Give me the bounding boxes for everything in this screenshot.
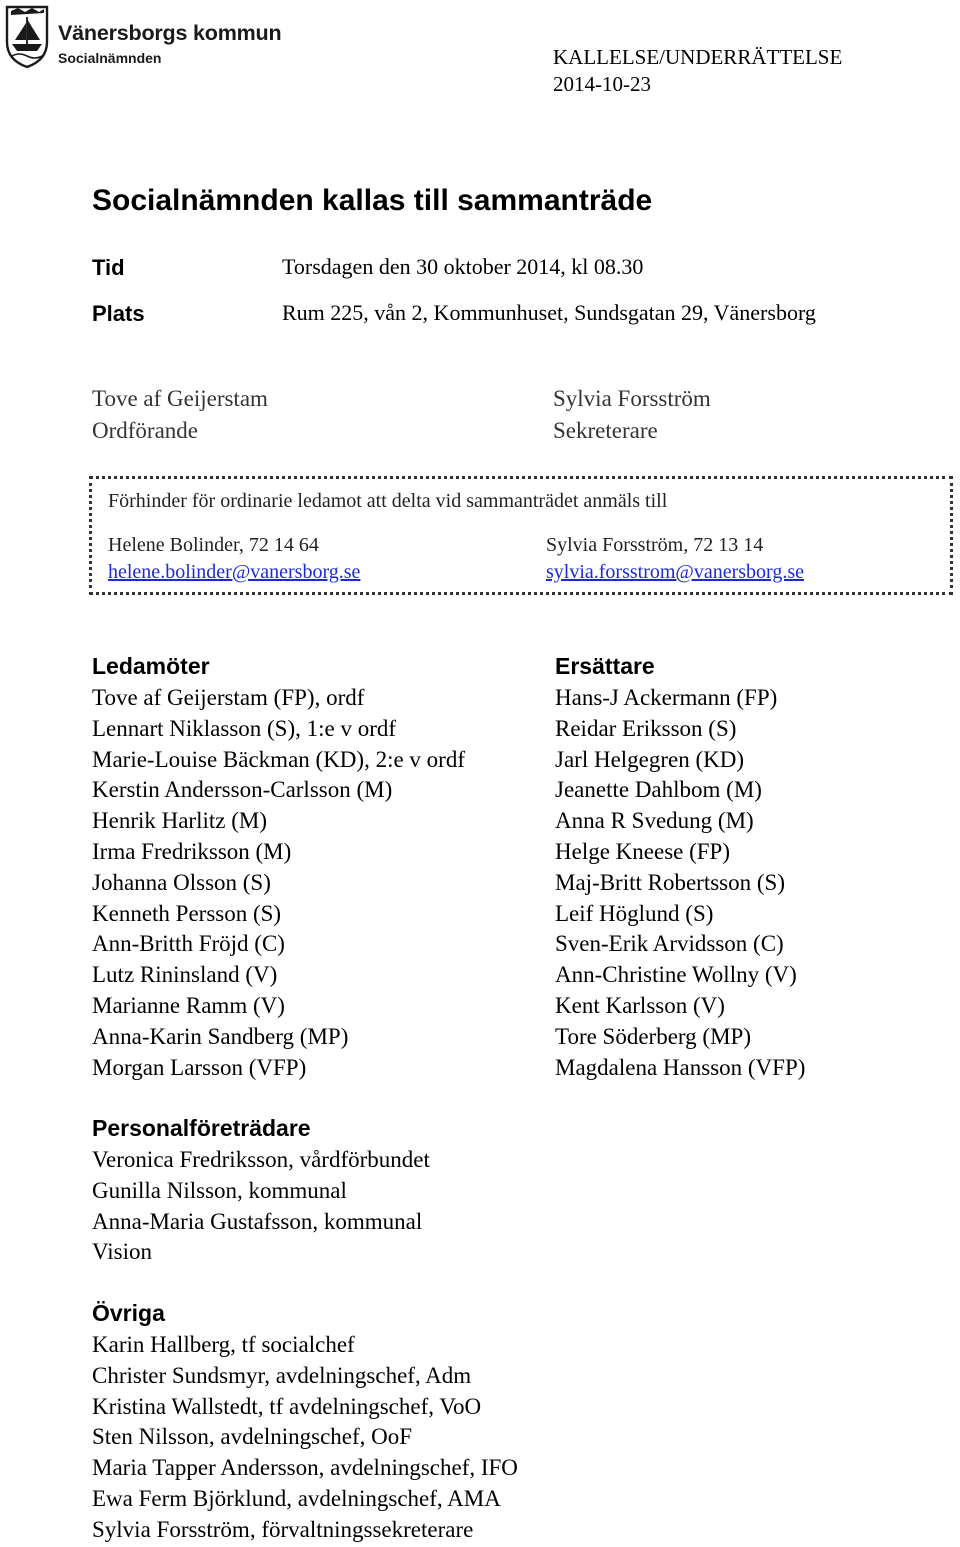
substitutes-list <box>555 683 805 1083</box>
logo-org-unit: Socialnämnden <box>58 50 162 66</box>
members-list <box>92 683 465 1083</box>
list-item: Henrik Harlitz (M) <box>92 808 267 834</box>
list-item: Christer Sundsmyr, avdelningschef, Adm <box>92 1362 472 1388</box>
time-value: Torsdagen den 30 oktober 2014, kl 08.30 <box>282 254 644 279</box>
list-item: Lutz Rininsland (V) <box>92 962 278 988</box>
contact-1-name-phone: Helene Bolinder, 72 14 64 <box>108 534 319 556</box>
list-item: Ann-Britth Fröjd (C) <box>92 931 285 957</box>
staff-reps-list <box>92 1145 430 1268</box>
list-item: Maj-Britt Robertsson (S) <box>555 869 785 895</box>
time-label: Tid <box>92 255 125 280</box>
members-heading: Ledamöter <box>92 653 210 679</box>
list-item: Kristina Wallstedt, tf avdelningschef, VoO <box>92 1393 482 1419</box>
list-item: Hans-J Ackermann (FP) <box>555 685 778 710</box>
list-item: Morgan Larsson (VFP) <box>92 1054 307 1080</box>
list-item: Kent Karlsson (V) <box>555 992 725 1018</box>
staff-reps-heading: Personalföreträdare <box>92 1115 311 1141</box>
logo-org-name: Vänersborgs kommun <box>58 21 282 45</box>
contact-1-email-link[interactable]: helene.bolinder@vanersborg.se <box>108 561 361 583</box>
chair-role: Ordförande <box>92 418 199 443</box>
list-item: Kenneth Persson (S) <box>92 900 282 926</box>
list-item: Jeanette Dahlbom (M) <box>555 777 762 803</box>
others-heading: Övriga <box>92 1300 165 1326</box>
list-item: Tore Söderberg (MP) <box>555 1023 751 1049</box>
contact-2-email-link[interactable]: sylvia.forsstrom@vanersborg.se <box>546 561 805 583</box>
list-item: Reidar Eriksson (S) <box>555 715 737 741</box>
list-item: Jarl Helgegren (KD) <box>555 746 745 772</box>
others-list <box>92 1330 518 1546</box>
list-item: Johanna Olsson (S) <box>92 869 271 895</box>
document-date: 2014-10-23 <box>553 72 651 96</box>
list-item: Karin Hallberg, tf socialchef <box>92 1332 355 1357</box>
contact-2-name-phone: Sylvia Forsström, 72 13 14 <box>546 534 764 556</box>
coat-of-arms-icon <box>4 4 50 70</box>
list-item: Maria Tapper Andersson, avdelningschef, IFO <box>92 1455 518 1481</box>
list-item: Marie-Louise Bäckman (KD), 2:e v ordf <box>92 746 465 772</box>
list-item: Gunilla Nilsson, kommunal <box>92 1177 347 1203</box>
chair-name: Tove af Geijerstam <box>92 386 268 411</box>
list-item: Vision <box>92 1239 152 1265</box>
list-item: Irma Fredriksson (M) <box>92 838 292 864</box>
place-label: Plats <box>92 301 145 326</box>
list-item: Anna R Svedung (M) <box>555 808 754 834</box>
place-value: Rum 225, vån 2, Kommunhuset, Sundsgatan 29, Vänersborg <box>282 300 816 325</box>
absence-notice-text: Förhinder för ordinarie ledamot att delta vid sammanträdet anmäls till <box>108 490 668 512</box>
list-item: Helge Kneese (FP) <box>555 838 731 864</box>
list-item: Ann-Christine Wollny (V) <box>555 962 797 988</box>
list-item: Anna-Maria Gustafsson, kommunal <box>92 1208 423 1234</box>
list-item: Magdalena Hansson (VFP) <box>555 1054 806 1080</box>
document-type: KALLELSE/UNDERRÄTTELSE <box>553 45 843 69</box>
list-item: Sylvia Forsström, förvaltningssekreterare <box>92 1516 474 1542</box>
list-item: Leif Höglund (S) <box>555 900 714 926</box>
list-item: Lennart Niklasson (S), 1:e v ordf <box>92 715 397 741</box>
list-item: Sten Nilsson, avdelningschef, OoF <box>92 1424 413 1450</box>
list-item: Kerstin Andersson-Carlsson (M) <box>92 777 393 803</box>
list-item: Veronica Fredriksson, vårdförbundet <box>92 1147 430 1172</box>
municipality-logo <box>4 4 282 74</box>
list-item: Ewa Ferm Björklund, avdelningschef, AMA <box>92 1485 501 1511</box>
secretary-role: Sekreterare <box>553 418 658 443</box>
list-item: Marianne Ramm (V) <box>92 992 285 1018</box>
page-title: Socialnämnden kallas till sammanträde <box>92 184 653 217</box>
list-item: Anna-Karin Sandberg (MP) <box>92 1023 349 1049</box>
substitutes-heading: Ersättare <box>555 653 655 679</box>
list-item: Sven-Erik Arvidsson (C) <box>555 931 784 957</box>
secretary-name: Sylvia Forsström <box>553 386 711 411</box>
list-item: Tove af Geijerstam (FP), ordf <box>92 685 365 710</box>
